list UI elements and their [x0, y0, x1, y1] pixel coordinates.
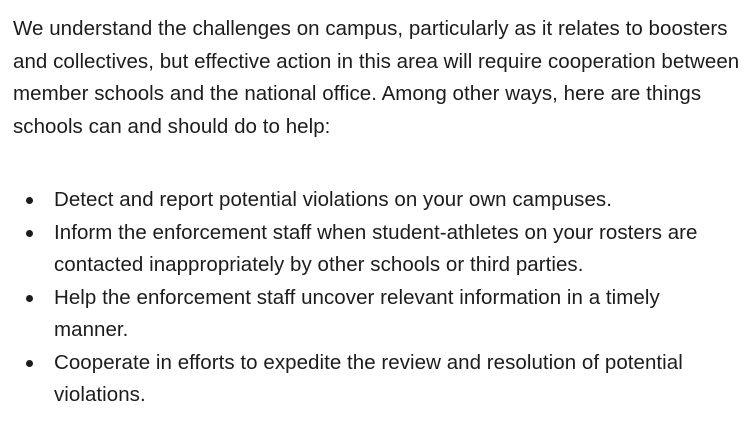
- list-item-text: Help the enforcement staff uncover relevant information in a timely manner.: [54, 285, 660, 341]
- bullet-icon: [26, 360, 33, 367]
- list-item-text: Inform the enforcement staff when student-athletes on your rosters are contacted inappropriately by other schools or third parties.: [54, 220, 698, 276]
- bullet-icon: [26, 197, 33, 204]
- bullet-list: [26, 184, 730, 412]
- list-item: [26, 184, 730, 217]
- bullet-icon: [26, 230, 33, 237]
- list-item: [26, 347, 730, 412]
- list-item-text: Detect and report potential violations on your own campuses.: [54, 188, 612, 211]
- list-item-text: Cooperate in efforts to expedite the review and resolution of potential violations.: [54, 350, 683, 406]
- document-body: [13, 13, 743, 143]
- intro-paragraph: We understand the challenges on campus, particularly as it relates to boosters and collectives, but effective action in this area will require cooperation between member schools and the national office. Among other ways, here are things schools can and should do to help:: [13, 17, 740, 138]
- list-item: [26, 282, 730, 347]
- list-item: [26, 217, 730, 282]
- bullet-icon: [26, 295, 33, 302]
